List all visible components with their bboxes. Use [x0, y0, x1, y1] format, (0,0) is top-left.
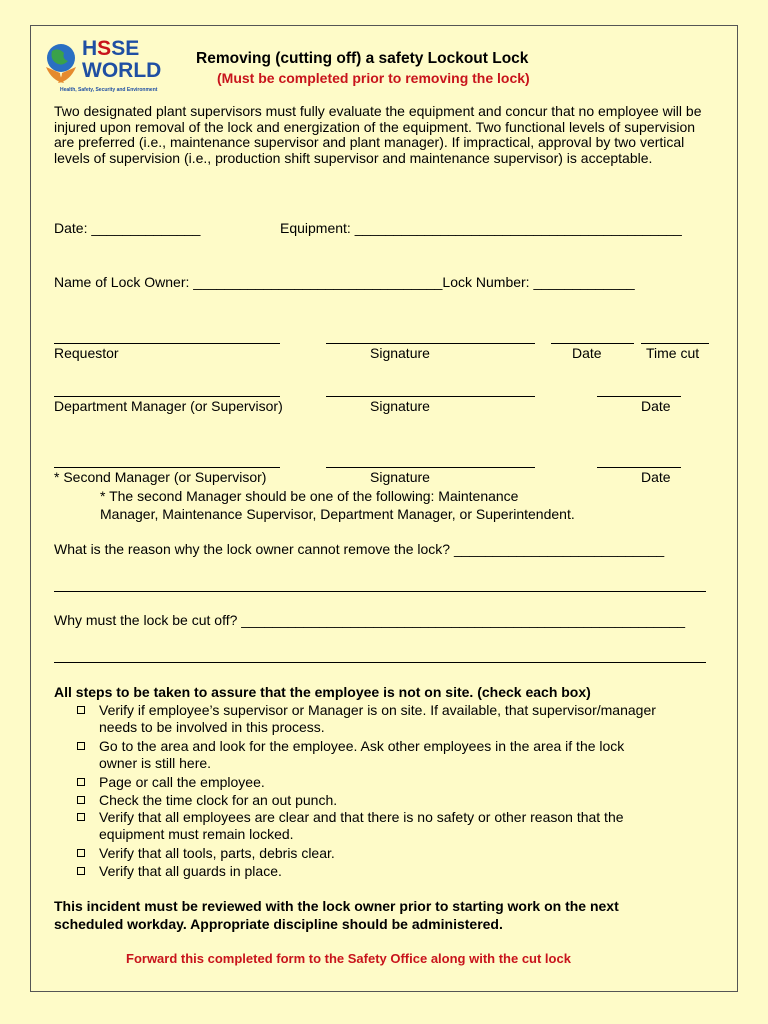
second-manager-note-line2: Manager, Maintenance Supervisor, Department Manager, or Superintendent.	[100, 506, 575, 522]
reason-answer-line[interactable]	[54, 591, 706, 592]
date-label: Date	[641, 398, 671, 414]
date-label: Date	[572, 345, 602, 361]
lock-owner-field[interactable]: Name of Lock Owner: ________________________________Lock Number: _____________	[54, 274, 635, 290]
step-text: Verify if employee’s supervisor or Manager is on site. If available, that supervisor/manager	[99, 702, 656, 718]
date-label: Date	[641, 469, 671, 485]
step-text: Page or call the employee.	[99, 774, 265, 790]
checkbox[interactable]	[77, 742, 85, 750]
steps-heading: All steps to be taken to assure that the employee is not on site. (check each box)	[54, 684, 591, 700]
forward-instruction: Forward this completed form to the Safety Office along with the cut lock	[126, 951, 571, 966]
signature-label: Signature	[370, 398, 430, 414]
logo-text: HSSE WORLD	[82, 37, 162, 82]
step-text: Verify that all employees are clear and that there is no safety or other reason that the	[99, 809, 624, 825]
form-title: Removing (cutting off) a safety Lockout Lock	[196, 50, 529, 67]
checkbox[interactable]	[77, 796, 85, 804]
time-cut-label: Time cut	[646, 345, 700, 361]
step-text-continued: equipment must remain locked.	[99, 826, 294, 842]
checkbox[interactable]	[77, 778, 85, 786]
reason-question[interactable]: What is the reason why the lock owner cannot remove the lock? ___________________________	[54, 541, 665, 557]
dept-manager-name-line[interactable]	[54, 396, 280, 397]
review-line2: scheduled workday. Appropriate discipline should be administered.	[54, 916, 503, 932]
step-text-continued: needs to be involved in this process.	[99, 719, 325, 735]
form-subtitle: (Must be completed prior to removing the lock)	[217, 70, 530, 86]
step-text: Verify that all guards in place.	[99, 863, 282, 879]
equipment-field[interactable]: Equipment: __________________________________________	[280, 220, 682, 236]
checkbox[interactable]	[77, 849, 85, 857]
review-line1: This incident must be reviewed with the lock owner prior to starting work on the next	[54, 898, 619, 914]
dept-manager-label: Department Manager (or Supervisor)	[54, 398, 283, 414]
second-manager-note-line1: * The second Manager should be one of the following: Maintenance	[100, 488, 519, 504]
step-text: Check the time clock for an out punch.	[99, 792, 338, 808]
step-text: Go to the area and look for the employee. Ask other employees in the area if the lock	[99, 738, 625, 754]
checkbox[interactable]	[77, 813, 85, 821]
requestor-signature-line[interactable]	[326, 343, 535, 344]
checkbox[interactable]	[77, 867, 85, 875]
why-cut-question[interactable]: Why must the lock be cut off? _________________________________________________________	[54, 612, 686, 628]
dept-manager-date-line[interactable]	[597, 396, 681, 397]
signature-label: Signature	[370, 345, 430, 361]
requestor-date-line[interactable]	[551, 343, 634, 344]
checkbox[interactable]	[77, 706, 85, 714]
intro-paragraph: Two designated plant supervisors must fully evaluate the equipment and concur that no employee will be injured upon removal of the lock and energization of the equipment. Two functional levels of supervision are preferred (i.e., maintenance supervisor and plant manager). If impractical, approval by two vertical levels of supervision (i.e., production shift supervisor and maintenance supervisor) is acceptable.	[54, 103, 702, 167]
second-manager-date-line[interactable]	[597, 467, 681, 468]
requestor-name-line[interactable]	[54, 343, 280, 344]
date-field[interactable]: Date: ______________	[54, 220, 201, 236]
logo-tagline: Health, Safety, Security and Environment	[60, 87, 158, 93]
second-manager-signature-line[interactable]	[326, 467, 535, 468]
step-text: Verify that all tools, parts, debris clear.	[99, 845, 335, 861]
second-manager-label: * Second Manager (or Supervisor)	[54, 469, 267, 485]
dept-manager-signature-line[interactable]	[326, 396, 535, 397]
requestor-label: Requestor	[54, 345, 119, 361]
step-text-continued: owner is still here.	[99, 755, 212, 771]
signature-label: Signature	[370, 469, 430, 485]
why-cut-answer-line[interactable]	[54, 662, 706, 663]
requestor-time-line[interactable]	[641, 343, 709, 344]
second-manager-name-line[interactable]	[54, 467, 280, 468]
